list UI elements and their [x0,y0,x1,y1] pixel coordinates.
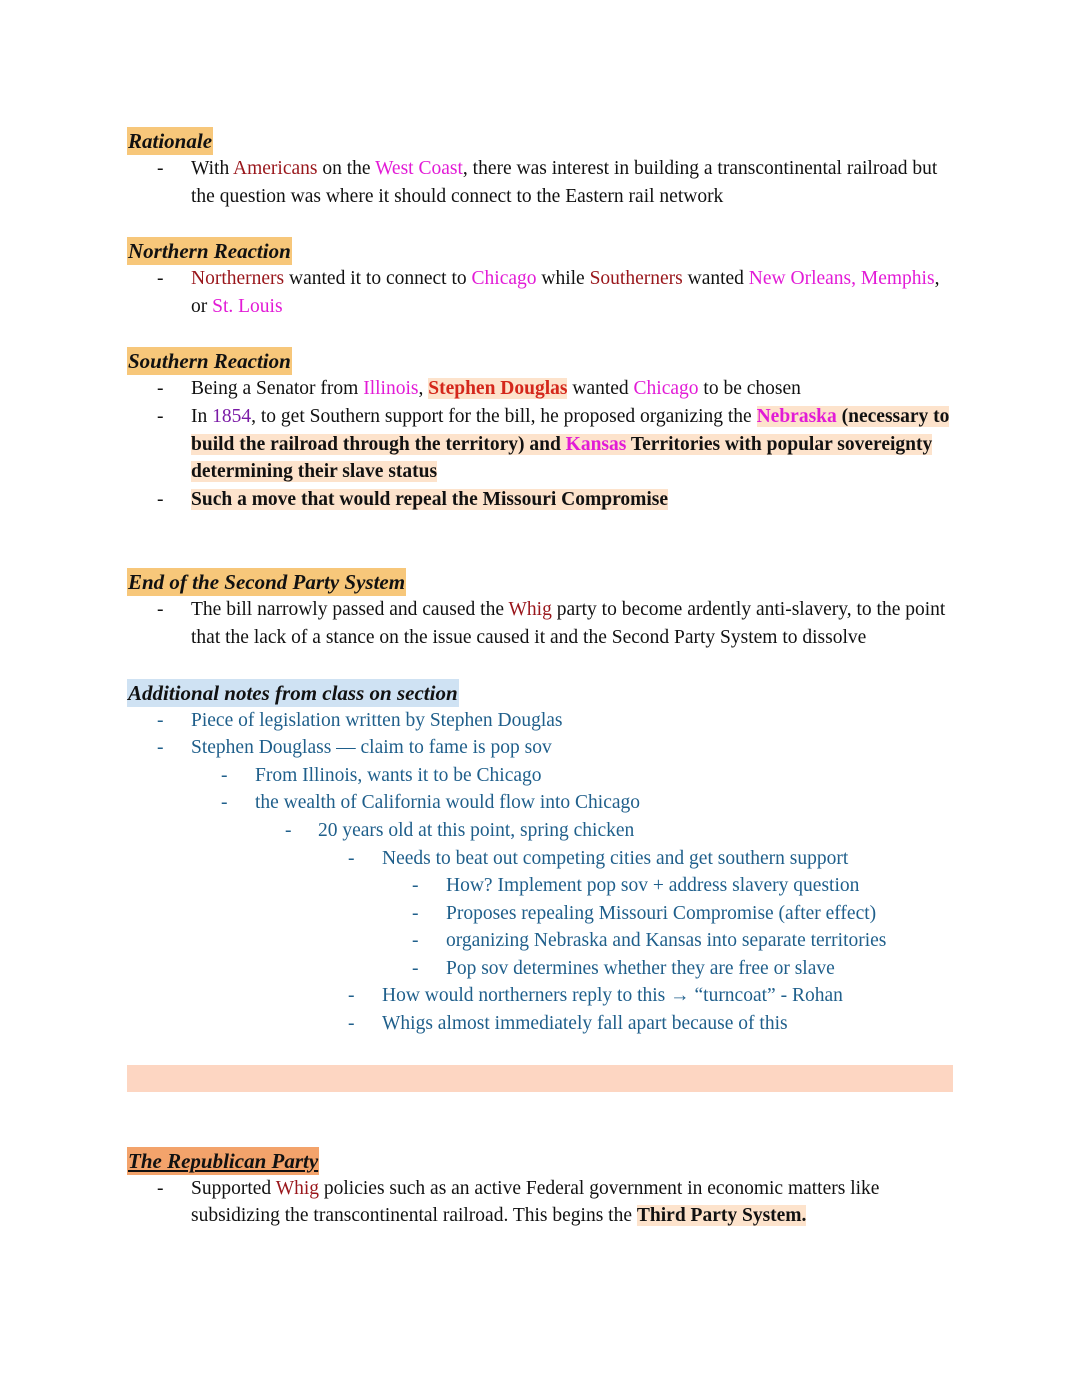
text-run: , there was interest in building a transcontinental railroad but the question was where it should connect to the Eastern rail network [191,158,938,207]
text-st-louis: St. Louis [212,295,283,317]
list-item: - Pop sov determines whether they are free or slave [127,955,957,983]
section-republican-party [127,1147,957,1230]
heading-southern-reaction: Southern Reaction [128,349,291,374]
heading-rationale: Rationale [128,129,213,153]
text-run: on the [317,158,376,179]
text-nebraska: Nebraska [756,405,837,427]
text-stephen-douglas: Stephen Douglas [428,378,568,400]
text-run: wanted [567,378,634,400]
list-item: - From Illinois, wants it to be Chicago [127,762,957,790]
section-additional-notes [127,679,957,1038]
list-item: - Needs to beat out competing cities and get southern support [127,845,957,873]
notes-list [127,707,957,1038]
section-end-second-party [127,568,957,651]
text-run: The bill narrowly passed and caused the [191,599,509,621]
document-body [127,127,957,1230]
text-run: policies such as an active Federal government in economic matters like subsidizing the transcontinental railroad. This begins the [191,1177,880,1227]
list-item: - Stephen Douglass — claim to fame is pop sov [127,734,957,762]
heading-republican-party: The Republican Party [128,1148,319,1173]
rationale-list [127,155,957,210]
southern-list [127,375,957,513]
list-item: - Piece of legislation written by Stephen Douglas [127,707,957,735]
list-item: - organizing Nebraska and Kansas into separate territories [127,927,957,955]
text-run: , or [191,268,940,317]
text-southerners: Southerners [589,268,683,290]
text-kansas: Kansas [565,433,627,455]
text-run: Being a Senator from [191,378,364,400]
text-1854: 1854 [212,405,252,427]
text-run: Supported [191,1177,276,1199]
section-rationale [127,127,957,210]
list-item [127,155,957,210]
list-item: - 20 years old at this point, spring chicken [127,817,957,845]
northern-list [127,265,957,320]
heading-additional-notes: Additional notes from class on section [128,680,458,705]
text-run: Territories with popular sovereignty determining their slave status [191,433,933,483]
heading-end-second-party: End of the Second Party System [128,570,406,595]
text-illinois: Illinois [363,378,419,400]
text-run: , [418,378,429,400]
text-run: , to get Southern support for the bill, he proposed organizing the [251,405,757,427]
text-chicago: Chicago [633,378,699,400]
text-chicago: Chicago [471,268,537,290]
list-item: - How? Implement pop sov + address slavery question [127,872,957,900]
list-item [127,1175,957,1230]
list-item: - Proposes repealing Missouri Compromise (after effect) [127,900,957,928]
text-new-orleans-memphis: New Orleans, Memphis [748,268,935,290]
list-item: - How would northerners reply to this → “turncoat” - Rohan [127,982,957,1010]
section-divider-bar [127,1065,953,1092]
list-item [127,596,957,651]
list-item [127,486,957,514]
text-whig: Whig [275,1177,320,1199]
text-repeal-missouri: Such a move that would repeal the Missouri Compromise [191,488,669,510]
list-item: - the wealth of California would flow into Chicago [127,789,957,817]
text-run: In [191,405,213,427]
text-third-party-system: Third Party System. [636,1205,807,1227]
text-whig: Whig [508,599,552,621]
text-run: to be chosen [698,378,801,400]
text-run: With [191,158,234,179]
text-run: wanted it to connect to [284,268,472,290]
section-southern-reaction [127,347,957,513]
list-item: - Whigs almost immediately fall apart because of this [127,1010,957,1038]
text-run: wanted [682,268,749,290]
list-item [127,403,957,486]
text-americans: Americans [233,158,318,179]
text-run: party to become ardently anti-slavery, to the point that the lack of a stance on the issue caused it and the Second Party System to dissolve [191,599,946,648]
text-run: (necessary to build the railroad through the territory) and [191,405,950,455]
text-run: while [536,268,590,290]
text-west-coast: West Coast [375,158,463,179]
republican-list [127,1175,957,1230]
heading-northern-reaction: Northern Reaction [128,239,291,264]
section-northern-reaction [127,237,957,320]
text-northerners: Northerners [191,268,285,290]
list-item [127,375,957,403]
end-second-list [127,596,957,651]
list-item [127,265,957,320]
